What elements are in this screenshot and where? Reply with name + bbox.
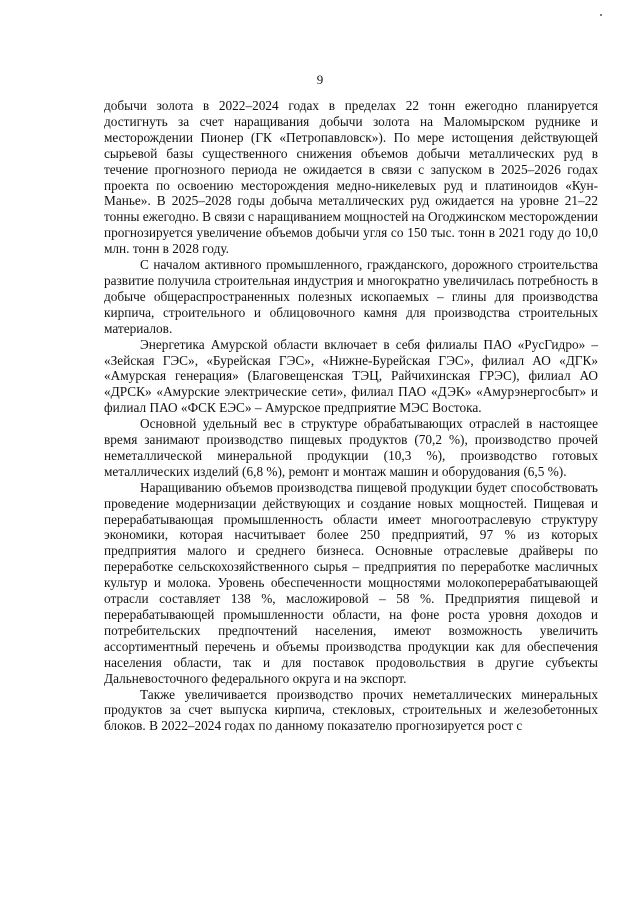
paragraph-mining: добычи золота в 2022–2024 годах в пределах 22 тонн ежегодно планируется достигнуть за счет наращивания добычи золота на Маломырском руднике и месторождении Пионер (ГК «Петропавловск»). По мере истощения действующей сырьевой базы существенного снижения объемов добычи металлических руд в течение прогнозного периода не ожидается в связи с запуском в 2025–2026 годах проекта по освоению месторождения медно-никелевых руд и платиноидов «Кун-Манье». В 2025–2028 годы добыча металлических руд ожидается на уровне 21–22 тонны ежегодно. В связи с наращиванием мощностей на Огоджинском месторождении прогнозируется увеличение объемов добычи угля со 150 тыс. тонн в 2021 году до 10,0 млн. тонн в 2028 году. [104,98,598,257]
paragraph-construction: С началом активного промышленного, гражданского, дорожного строительства развитие получила строительная индустрия и многократно увеличилась потребность в добыче общераспространенных полезных ископаемых – глины для производства кирпича, строительного и облицовочного камня для производства строительных материалов. [104,257,598,336]
page-number: 9 [316,72,324,87]
paragraph-manufacturing-structure: Основной удельный вес в структуре обрабатывающих отраслей в настоящее время занимают производство пищевых продуктов (70,2 %), производство прочей неметаллической минеральной продукции (10,3 %), производство готовых металлических изделий (6,8 %), ремонт и монтаж машин и оборудования (6,5 %). [104,416,598,479]
paragraph-energy: Энергетика Амурской области включает в себя филиалы ПАО «РусГидро» – «Зейская ГЭС», «Бурейская ГЭС», «Нижне-Бурейская ГЭС», филиал АО «ДГК» «Амурская генерация» (Благовещенская ТЭЦ, Райчихинская ГРЭС), филиал АО «ДРСК» «Амурские электрические сети», филиал ПАО «ДЭК» «Амурэнергосбыт» и филиал ПАО «ФСК ЕЭС» – Амурское предприятие МЭС Востока. [104,336,598,416]
paragraph-food-industry: Наращиванию объемов производства пищевой продукции будет способствовать проведение модернизации действующих и создание новых мощностей. Пищевая и перерабатывающая промышленность области имеет многоотраслевую структуру экономики, которая насчитывает более 250 предприятий, 97 % из которых предприятия малого и среднего бизнеса. Основные отраслевые драйверы по переработке сельскохозяйственного сырья – предприятия по переработке масличных культур и молока. Уровень обеспеченности мощностями молокоперерабатывающей отрасли составляет 138 %, масложировой – 58 %. Предприятия пищевой и перерабатывающей промышленности области, на фоне роста уровня доходов и потребительских предпочтений населения, имеют возможность увеличить ассортиментный перечень и объемы производства продукции как для обеспечения населения области, так и для поставок продовольствия в другие субъекты Дальневосточного федерального округа и на экспорт. [104,479,598,686]
body-text [104,98,598,734]
scan-speck [600,14,602,16]
paragraph-nonmetallic-products: Также увеличивается производство прочих неметаллических минеральных продуктов за счет выпуска кирпича, стекловых, строительных и железобетонных блоков. В 2022–2024 годах по данному показателю прогнозируется рост с [104,686,598,734]
